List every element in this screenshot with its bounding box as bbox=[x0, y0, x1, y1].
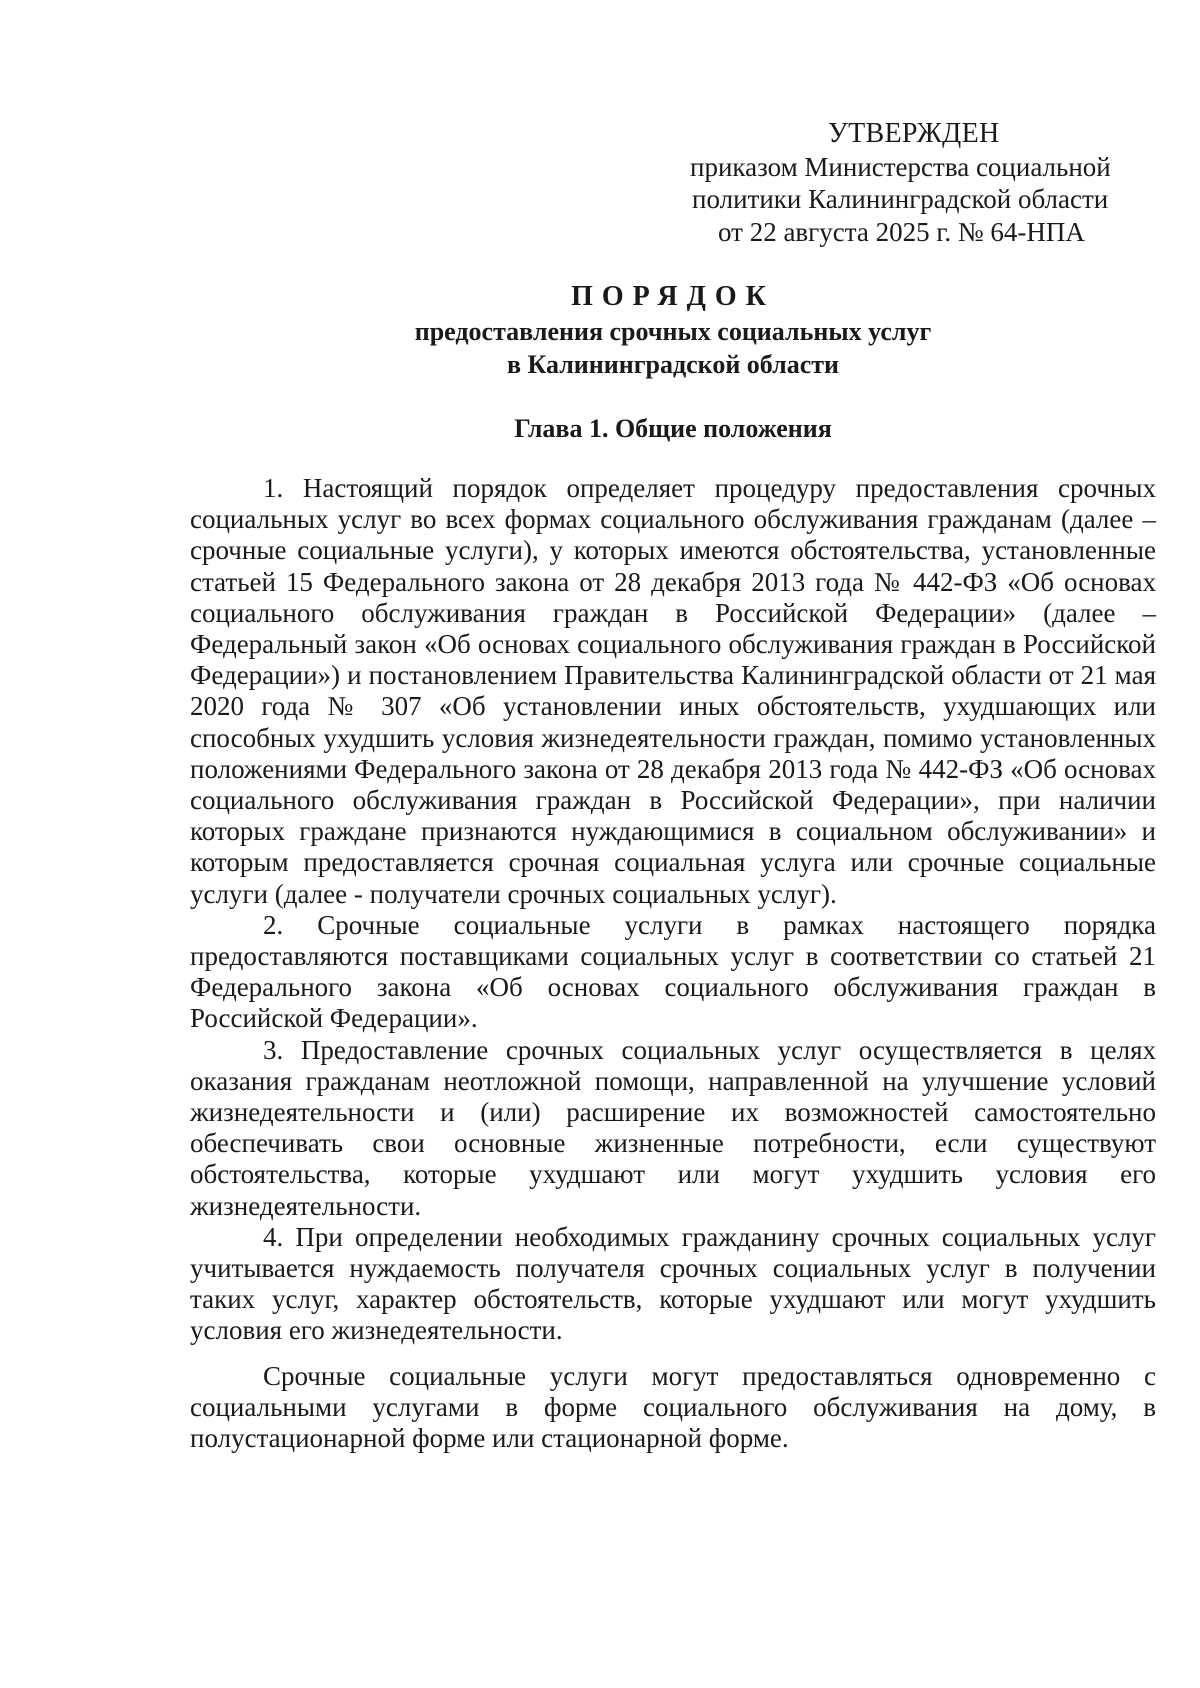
approval-title: УТВЕРЖДЕН bbox=[828, 118, 1000, 149]
approval-line-ministry: политики Калининградской области bbox=[692, 184, 1109, 214]
approval-line-order: приказом Министерства социальной bbox=[690, 151, 1111, 182]
approval-stamp-block bbox=[690, 118, 1160, 248]
paragraph-3: 3. Предоставление срочных социальных услуг осуществляется в целях оказания гражданам неотложной помощи, направленной на улучшение условий жизнедеятельности и (или) расширение их возможностей самостоятельно обеспечивать свои основные жизненные потребности, если существуют обстоятельства, которые ухудшают или могут ухудшить условия его жизнедеятельности. bbox=[190, 1034, 1156, 1221]
document-subtitle-line: предоставления срочных социальных услуг bbox=[414, 317, 932, 346]
approval-line-date-number: от 22 августа 2025 г. № 64-НПА bbox=[718, 216, 1085, 247]
document-title: ПОРЯДОК bbox=[571, 281, 775, 312]
paragraph-1: 1. Настоящий порядок определяет процедуру предоставления срочных социальных услуг во всех формах социального обслуживания гражданам (далее – срочные социальные услуги), у которых имеются обстоятельства, установленные статьей 15 Федерального закона от 28 декабря 2013 года № 442-ФЗ «Об основах социального обслуживания граждан в Российской Федерации» (далее – Федеральный закон «Об основах социального обслуживания граждан в Российской Федерации») и постановлением Правительства Калининградской области от 21 мая 2020 года № 307 «Об установлении иных обстоятельств, ухудшающих или способных ухудшить условия жизнедеятельности граждан, помимо установленных положениями Федерального закона от 28 декабря 2013 года № 442-ФЗ «Об основах социального обслуживания граждан в Российской Федерации», при наличии которых граждане признаются нуждающимися в социальном обслуживании» и которым предоставляется срочная социальная услуга или срочные социальные услуги (далее - получатели срочных социальных услуг). bbox=[190, 473, 1156, 909]
document-subtitle bbox=[190, 315, 1156, 381]
document-body bbox=[190, 473, 1156, 1454]
document-subtitle-line: в Калининградской области bbox=[506, 350, 840, 379]
paragraph-5: Срочные социальные услуги могут предоставляться одновременно с социальными услугами в форме социального обслуживания на дому, в полустационарной форме или стационарной форме. bbox=[190, 1360, 1156, 1454]
chapter-heading: Глава 1. Общие положения bbox=[514, 414, 832, 443]
paragraph-2: 2. Срочные социальные услуги в рамках настоящего порядка предоставляются поставщиками социальных услуг в соответствии со статьей 21 Федерального закона «Об основах социального обслуживания граждан в Российской Федерации». bbox=[190, 909, 1156, 1034]
paragraph-4: 4. При определении необходимых гражданину срочных социальных услуг учитывается нуждаемость получателя срочных социальных услуг в получении таких услуг, характер обстоятельств, которые ухудшают или могут ухудшить условия его жизнедеятельности. bbox=[190, 1221, 1156, 1346]
